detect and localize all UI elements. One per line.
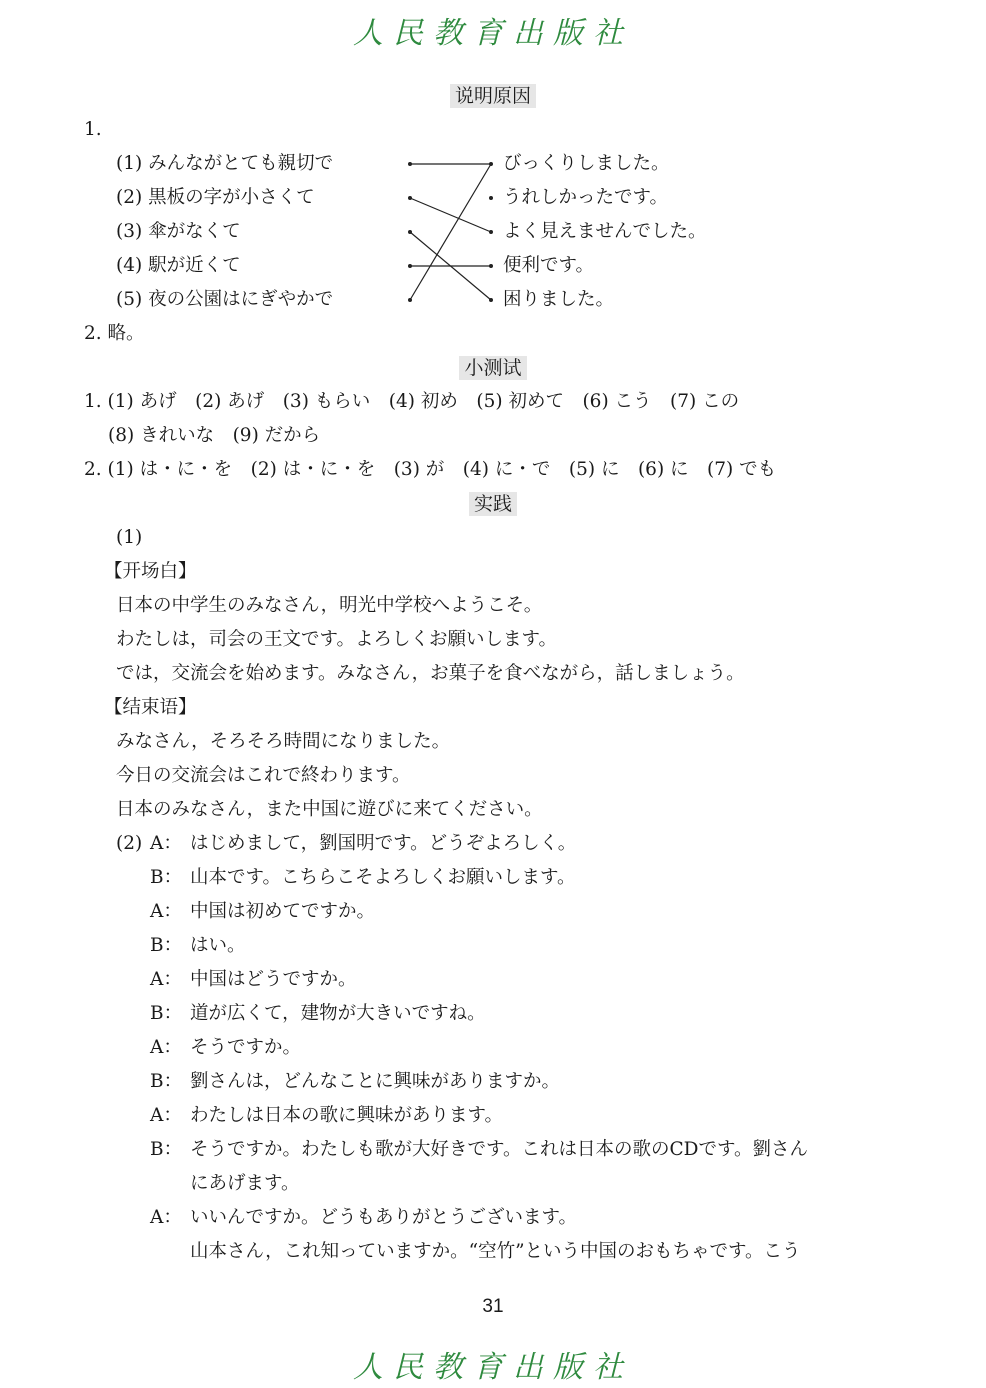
dialogue-line (150, 997, 486, 1031)
dialogue-text: 中国はどうですか。 (190, 969, 357, 990)
opening-line-1: 日本の中学生のみなさん，明光中学校へようこそ。 (116, 595, 543, 616)
opening-title: 【开场白】 (104, 561, 197, 582)
dialogue-text: 道が広くて，建物が大きいですね。 (190, 1003, 486, 1024)
item-2-omitted: 2. 略。 (84, 323, 145, 344)
dialogue-text: そうですか。 (190, 1037, 302, 1058)
left-item-2: (2) 黒板の字が小さくて (116, 187, 315, 208)
closing-line-3: 日本のみなさん，また中国に遊びに来てください。 (116, 799, 543, 820)
closing-title: 【结束语】 (104, 697, 197, 718)
publisher-logo-top: 人民教育出版社 (353, 16, 633, 51)
speaker-label: B： (150, 867, 183, 888)
closing-line-1: みなさん，そろそろ時間になりました。 (116, 731, 451, 752)
dialogue-line (150, 1065, 560, 1099)
dialogue-text: はじめまして，劉国明です。どうぞよろしく。 (190, 833, 577, 854)
publisher-logo-bottom: 人民教育出版社 (353, 1350, 633, 1385)
dialogue-line (150, 1201, 577, 1235)
dialogue-line (150, 1167, 300, 1201)
dialogue-line (150, 963, 357, 997)
right-item-4: 便利です。 (503, 255, 595, 276)
speaker-label: B： (150, 935, 183, 956)
right-item-1: びっくりしました。 (503, 153, 670, 174)
dialogue-text: そうですか。わたしも歌が大好きです。これは日本の歌のCDです。劉さん (190, 1139, 809, 1160)
dialogue-text: にあげます。 (190, 1173, 300, 1194)
opening-line-2: わたしは，司会の王文です。よろしくお願いします。 (116, 629, 558, 650)
dialogue-text: わたしは日本の歌に興味があります。 (190, 1105, 504, 1126)
page-number: 31 (482, 1296, 504, 1317)
speaker-label: A： (150, 1105, 182, 1126)
right-item-3: よく見えませんでした。 (503, 221, 707, 242)
left-item-1: (1) みんながとても親切で (116, 153, 334, 174)
part-1-label: (1) (116, 527, 143, 548)
speaker-label: A： (150, 901, 182, 922)
part-2-label: (2) (116, 833, 143, 854)
section-heading-quiz: 小测试 (0, 351, 986, 385)
quiz-line-3: 2. (1) は・に・を (2) は・に・を (3) が (4) に・で (5) に (6) に (7) でも (84, 459, 777, 480)
dialogue-text: いいんですか。どうもありがとうございます。 (190, 1207, 578, 1228)
section-heading-practice: 实践 (0, 487, 986, 521)
match-line-2 (410, 198, 491, 232)
item-number-1: 1. (84, 119, 102, 140)
speaker-label: B： (150, 1139, 183, 1160)
closing-line-2: 今日の交流会はこれで終わります。 (116, 765, 411, 786)
dialogue-text: 中国は初めてですか。 (190, 901, 376, 922)
dialogue-line (150, 861, 576, 895)
speaker-label: A： (150, 969, 182, 990)
speaker-label: B： (150, 1071, 183, 1092)
dialogue-line (150, 1133, 808, 1167)
dialogue-text: 山本です。こちらこそよろしくお願いします。 (190, 867, 576, 888)
opening-line-3: では，交流会を始めます。みなさん，お菓子を食べながら，話しましょう。 (116, 663, 745, 684)
speaker-label: B： (150, 1003, 183, 1024)
matching-lines (0, 0, 986, 400)
right-item-5: 困りました。 (503, 289, 615, 310)
dialogue-line (150, 929, 246, 963)
speaker-label: A： (150, 1207, 182, 1228)
dialogue-text: 劉さんは，どんなことに興味がありますか。 (190, 1071, 561, 1092)
right-dot-2 (489, 196, 493, 200)
dialogue-line (150, 1235, 801, 1269)
dialogue-line (150, 1099, 503, 1133)
quiz-line-2: (8) きれいな (9) だから (108, 425, 321, 446)
left-item-4: (4) 駅が近くて (116, 255, 241, 276)
right-item-2: うれしかったです。 (503, 187, 669, 208)
speaker-label: A： (150, 833, 182, 854)
section-heading-reasons: 说明原因 (0, 79, 986, 113)
dialogue-text: はい。 (190, 935, 246, 956)
dialogue-line (150, 1031, 301, 1065)
dialogue-line (150, 827, 576, 861)
speaker-label: A： (150, 1037, 182, 1058)
dialogue-text: 山本さん，これ知っていますか。“空竹”という中国のおもちゃです。こう (190, 1241, 801, 1262)
dialogue-line (150, 895, 375, 929)
left-item-3: (3) 傘がなくて (116, 221, 241, 242)
quiz-line-1: 1. (1) あげ (2) あげ (3) もらい (4) 初め (5) 初めて (6) こう (7) この (84, 391, 740, 412)
left-item-5: (5) 夜の公園はにぎやかで (116, 289, 334, 310)
match-line-5 (410, 164, 491, 300)
